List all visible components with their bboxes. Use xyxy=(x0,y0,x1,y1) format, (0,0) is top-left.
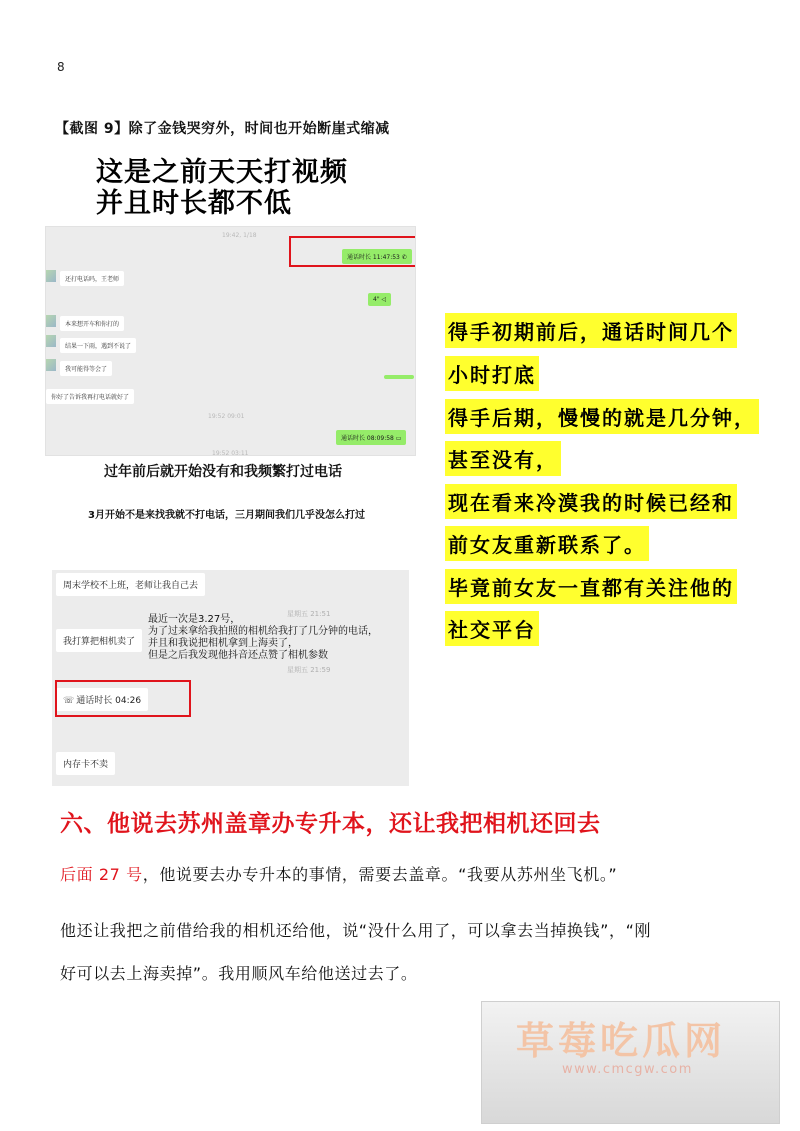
chat-message: 我打算把相机卖了 xyxy=(56,629,142,652)
paragraph-3: 好可以去上海卖掉”。我用顺风车给他送过去了。 xyxy=(60,964,418,983)
call-duration-text: 通话时长 11:47:53 xyxy=(347,254,400,261)
highlight-line: 小时打底 xyxy=(445,356,539,391)
chat-timestamp: 19:52 03:11 xyxy=(212,450,249,456)
highlight-line: 甚至没有， xyxy=(445,441,561,476)
chat-message: 还打电话吗，王老师 xyxy=(60,271,124,286)
highlight-line: 社交平台 xyxy=(445,611,539,646)
chat-message: 结果一下雨，遇到不说了 xyxy=(60,338,136,353)
highlight-line: 现在看来冷漠我的时候已经和 xyxy=(445,484,737,519)
paragraph-text: ，他说要去办专升本的事情，需要去盖章。“我要从苏州坐飞机。” xyxy=(142,865,618,884)
section-heading: 六、他说去苏州盖章办专升本，还让我把相机还回去 xyxy=(60,811,601,837)
voice-icon: ◁ xyxy=(381,296,387,303)
highlight-line: 得手后期，慢慢的就是几分钟， xyxy=(445,399,759,434)
annotation-line: 但是之后我发现他抖音还点赞了相机参数 xyxy=(148,650,328,661)
call-duration-text: 通话时长 04:26 xyxy=(76,696,142,706)
avatar xyxy=(46,315,56,327)
annotation-line: 最近一次是3.27号， xyxy=(148,614,241,625)
chat-message: 周末学校不上班，老师让我自己去 xyxy=(56,573,205,596)
call-duration-bubble xyxy=(336,430,406,445)
chat-screenshot-2 xyxy=(52,570,409,786)
highlight-box xyxy=(289,236,416,267)
highlight-line: 毕竟前女友一直都有关注他的 xyxy=(445,569,737,604)
chat-message: 本来想开车和你打的 xyxy=(60,316,124,331)
watermark xyxy=(481,1001,780,1124)
chat-timestamp: 星期五 21:59 xyxy=(287,666,331,674)
headline-line-2: 并且时长都不低 xyxy=(96,188,292,219)
phone-icon: ☏ xyxy=(63,696,75,706)
call-duration-text: 通话时长 08:09:58 xyxy=(341,435,394,442)
avatar xyxy=(46,335,56,347)
paragraph-1 xyxy=(60,862,617,885)
chat-timestamp: 19:52 09:01 xyxy=(208,413,245,420)
avatar xyxy=(46,359,56,371)
chat-timestamp: 星期五 21:51 xyxy=(287,610,331,618)
screenshot-caption: 【截图 9】除了金钱哭穷外，时间也开始断崖式缩减 xyxy=(55,121,390,137)
voice-message-bubble xyxy=(368,293,391,306)
highlight-line: 前女友重新联系了。 xyxy=(445,526,649,561)
highlight-line: 得手初期前后，通话时间几个 xyxy=(445,313,737,348)
annotation-line: 为了过来拿给我拍照的相机给我打了几分钟的电话， xyxy=(148,626,378,637)
date-highlight: 后面 27 号 xyxy=(60,865,143,884)
chat-message: 你好了告诉我再打电话就好了 xyxy=(46,389,134,404)
headline-line-1: 这是之前天天打视频 xyxy=(96,157,348,188)
paragraph-2: 他还让我把之前借给我的相机还给他，说“没什么用了，可以拿去当掉换钱”，“刚 xyxy=(60,921,652,940)
chat-message: 我可能得等会了 xyxy=(60,361,112,376)
voice-duration: 4" xyxy=(373,296,380,303)
chat-screenshot-1 xyxy=(45,226,416,456)
annotation-line: 并且和我说把相机拿到上海卖了， xyxy=(148,638,298,649)
chat-timestamp: 19:42, 1/18 xyxy=(222,232,257,239)
avatar xyxy=(46,270,56,282)
watermark-title: 草莓吃瓜网 xyxy=(516,1019,727,1063)
chat-message: 内存卡不卖 xyxy=(56,752,115,775)
caption-march: 3月开始不是来找我就不打电话，三月期间我们几乎没怎么打过 xyxy=(88,510,365,521)
highlight-box xyxy=(55,680,191,717)
video-icon: ▭ xyxy=(395,435,402,442)
caption-call-frequency: 过年前后就开始没有和我频繁打过电话 xyxy=(104,464,342,480)
chat-bubble-fragment xyxy=(384,375,414,379)
annotation-overlay xyxy=(148,614,378,662)
phone-icon: ✆ xyxy=(401,254,407,261)
page-number: 8 xyxy=(57,60,65,74)
watermark-url: www.cmcgw.com xyxy=(562,1062,693,1077)
